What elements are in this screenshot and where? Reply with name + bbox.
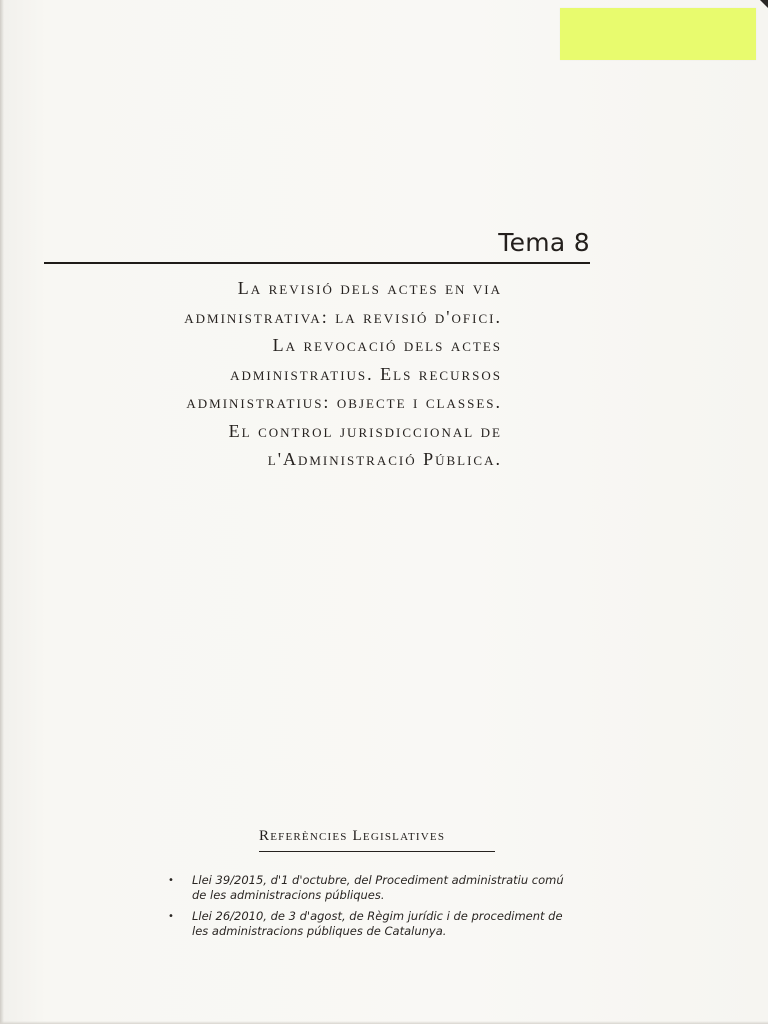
reference-text-line: Llei 26/2010, de 3 d'agost, de Règim jurídic i de procediment de <box>192 909 563 923</box>
bullet-icon: • <box>168 911 174 922</box>
chapter-title-line: administratius: objecte i classes. <box>186 392 502 412</box>
chapter-title-line: administrativa: la revisió d'ofici. <box>184 306 502 327</box>
references-heading: Referències Legislatives <box>259 828 446 844</box>
reference-text-line: Llei 39/2015, d'1 d'octubre, del Procediment administratiu comú <box>192 873 564 887</box>
chapter-title-line: administratius. Els recursos <box>230 363 502 384</box>
reference-text-line: de les administracions públiques. <box>192 888 385 902</box>
page-corner-mark <box>760 0 768 8</box>
page-left-edge-shadow <box>0 0 4 1024</box>
chapter-title-line: El control jurisdiccional de <box>228 420 502 441</box>
chapter-title-line: La revisió dels actes en via <box>237 278 502 298</box>
reference-text-line: les administracions públiques de Catalunya. <box>192 924 447 938</box>
chapter-title-line: l'Administració Pública. <box>267 449 502 469</box>
chapter-rule <box>44 262 590 264</box>
sticky-note <box>560 8 756 60</box>
references-list <box>166 873 606 945</box>
chapter-label: Tema 8 <box>498 228 590 257</box>
reference-item <box>166 909 606 939</box>
references-heading-rule <box>259 851 495 852</box>
reference-item <box>166 873 606 903</box>
chapter-title <box>82 274 502 474</box>
bullet-icon: • <box>168 875 174 886</box>
chapter-title-line: La revocació dels actes <box>272 335 502 355</box>
